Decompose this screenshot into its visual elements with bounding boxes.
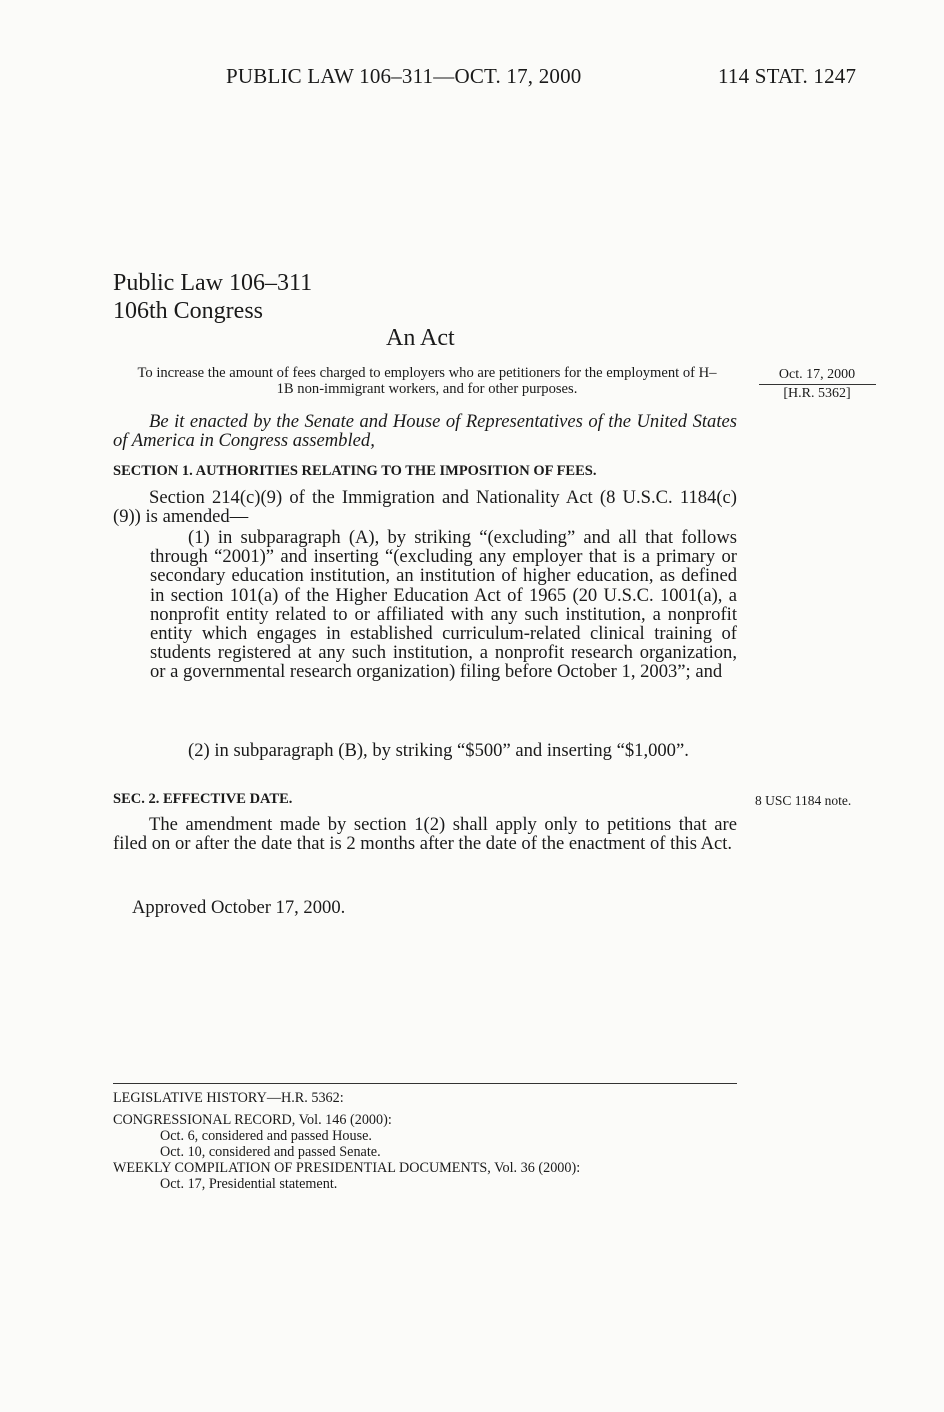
margin-date: Oct. 17, 2000 xyxy=(778,367,856,382)
margin-divider xyxy=(759,384,876,385)
congressional-record-label: CONGRESSIONAL RECORD, Vol. 146 (2000): xyxy=(113,1112,392,1128)
section-1-paragraph-2: (2) in subparagraph (B), by striking “$500” and inserting “$1,000”. xyxy=(188,740,689,761)
legislative-history-title: LEGISLATIVE HISTORY—H.R. 5362: xyxy=(113,1090,344,1106)
margin-bill-number: [H.R. 5362] xyxy=(783,386,851,401)
law-number: Public Law 106–311 xyxy=(113,270,313,296)
act-heading: An Act xyxy=(386,325,455,351)
running-head-left: PUBLIC LAW 106–311—OCT. 17, 2000 xyxy=(226,64,582,88)
approval-date: Approved October 17, 2000. xyxy=(132,897,346,918)
enacting-clause: Be it enacted by the Senate and House of Representatives of the United States of America in Congress assembled, xyxy=(113,411,737,452)
history-divider xyxy=(113,1083,737,1084)
section-1-paragraph-1: (1) in subparagraph (A), by striking “(excluding” and all that follows through “2001)” and inserting “(excluding any employer that is a primary or secondary education institution, an institution of higher education, as defined in section 101(a) of the Higher Education Act of 1965 (20 U.S.C. 1001(a), a nonprofit entity related to or affiliated with any such institution, a nonprofit entity which engages in established curriculum-related clinical training of students registered at any such institution, a nonprofit research organization, or a governmental research organization) filing before October 1, 2003”; and xyxy=(150,527,737,683)
page-citation: 114 STAT. 1247 xyxy=(718,64,857,88)
congress-label: 106th Congress xyxy=(113,298,263,324)
section-2-heading: SEC. 2. EFFECTIVE DATE. xyxy=(113,791,293,807)
history-entry: Oct. 17, Presidential statement. xyxy=(160,1176,338,1192)
weekly-compilation-label: WEEKLY COMPILATION OF PRESIDENTIAL DOCUMENTS, Vol. 36 (2000): xyxy=(113,1160,581,1176)
history-entry: Oct. 10, considered and passed Senate. xyxy=(160,1144,381,1160)
history-entry: Oct. 6, considered and passed House. xyxy=(160,1128,372,1144)
purpose-statement: To increase the amount of fees charged to employers who are petitioners for the employment of H–1B non-immigrant workers, and for other purposes. xyxy=(137,365,717,397)
margin-usc-note: 8 USC 1184 note. xyxy=(755,793,852,808)
section-2-body: The amendment made by section 1(2) shall apply only to petitions that are filed on or after the date that is 2 months after the date of the enactment of this Act. xyxy=(113,814,737,855)
section-1-heading: SECTION 1. AUTHORITIES RELATING TO THE IMPOSITION OF FEES. xyxy=(113,463,597,479)
section-1-intro: Section 214(c)(9) of the Immigration and Nationality Act (8 U.S.C. 1184(c)(9)) is amended— xyxy=(113,487,737,528)
